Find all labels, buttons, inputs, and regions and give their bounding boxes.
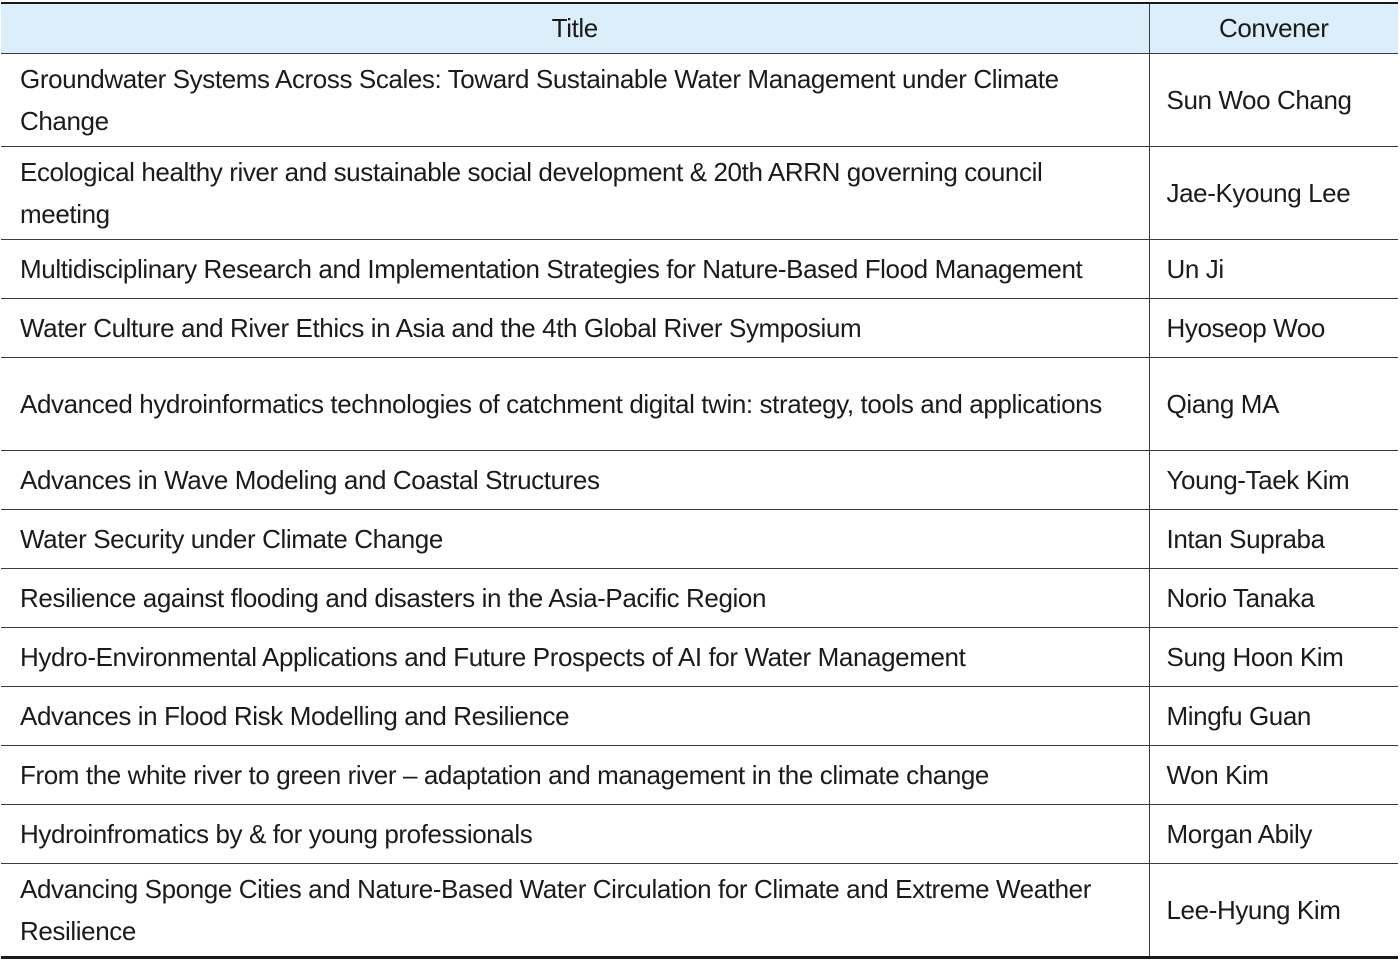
table-row	[1, 628, 1398, 687]
table-row	[1, 240, 1398, 299]
session-convener: Jae-Kyoung Lee	[1149, 147, 1398, 240]
table-row	[1, 451, 1398, 510]
session-convener: Sun Woo Chang	[1149, 54, 1398, 147]
session-convener: Won Kim	[1149, 746, 1398, 805]
session-title: Advances in Flood Risk Modelling and Resilience	[1, 687, 1149, 746]
table-row	[1, 299, 1398, 358]
table-row	[1, 358, 1398, 451]
session-convener: Mingfu Guan	[1149, 687, 1398, 746]
table-row	[1, 54, 1398, 147]
session-title: Water Security under Climate Change	[1, 510, 1149, 569]
session-convener: Qiang MA	[1149, 358, 1398, 451]
session-convener: Hyoseop Woo	[1149, 299, 1398, 358]
session-title: Hydro-Environmental Applications and Future Prospects of AI for Water Management	[1, 628, 1149, 687]
session-convener: Young-Taek Kim	[1149, 451, 1398, 510]
table-row	[1, 864, 1398, 958]
header-row	[1, 3, 1398, 54]
session-title: Groundwater Systems Across Scales: Toward Sustainable Water Management under Climate Change	[1, 54, 1149, 147]
session-title: Ecological healthy river and sustainable social development & 20th ARRN governing council meeting	[1, 147, 1149, 240]
table-row	[1, 510, 1398, 569]
table-row	[1, 147, 1398, 240]
session-title: Advances in Wave Modeling and Coastal Structures	[1, 451, 1149, 510]
column-header-title: Title	[1, 3, 1149, 54]
session-title: Advanced hydroinformatics technologies of catchment digital twin: strategy, tools and applications	[1, 358, 1149, 451]
session-convener: Morgan Abily	[1149, 805, 1398, 864]
session-title: From the white river to green river – adaptation and management in the climate change	[1, 746, 1149, 805]
session-title: Hydroinfromatics by & for young professionals	[1, 805, 1149, 864]
session-title: Water Culture and River Ethics in Asia and the 4th Global River Symposium	[1, 299, 1149, 358]
sessions-table	[1, 2, 1398, 959]
session-convener: Intan Supraba	[1149, 510, 1398, 569]
table-row	[1, 569, 1398, 628]
session-title: Multidisciplinary Research and Implementation Strategies for Nature-Based Flood Management	[1, 240, 1149, 299]
table-row	[1, 687, 1398, 746]
column-header-convener: Convener	[1149, 3, 1398, 54]
session-convener: Norio Tanaka	[1149, 569, 1398, 628]
session-convener: Un Ji	[1149, 240, 1398, 299]
session-convener: Sung Hoon Kim	[1149, 628, 1398, 687]
session-title: Resilience against flooding and disasters in the Asia-Pacific Region	[1, 569, 1149, 628]
table-row	[1, 805, 1398, 864]
session-title: Advancing Sponge Cities and Nature-Based Water Circulation for Climate and Extreme Weather Resilience	[1, 864, 1149, 958]
session-convener: Lee-Hyung Kim	[1149, 864, 1398, 958]
table-row	[1, 746, 1398, 805]
